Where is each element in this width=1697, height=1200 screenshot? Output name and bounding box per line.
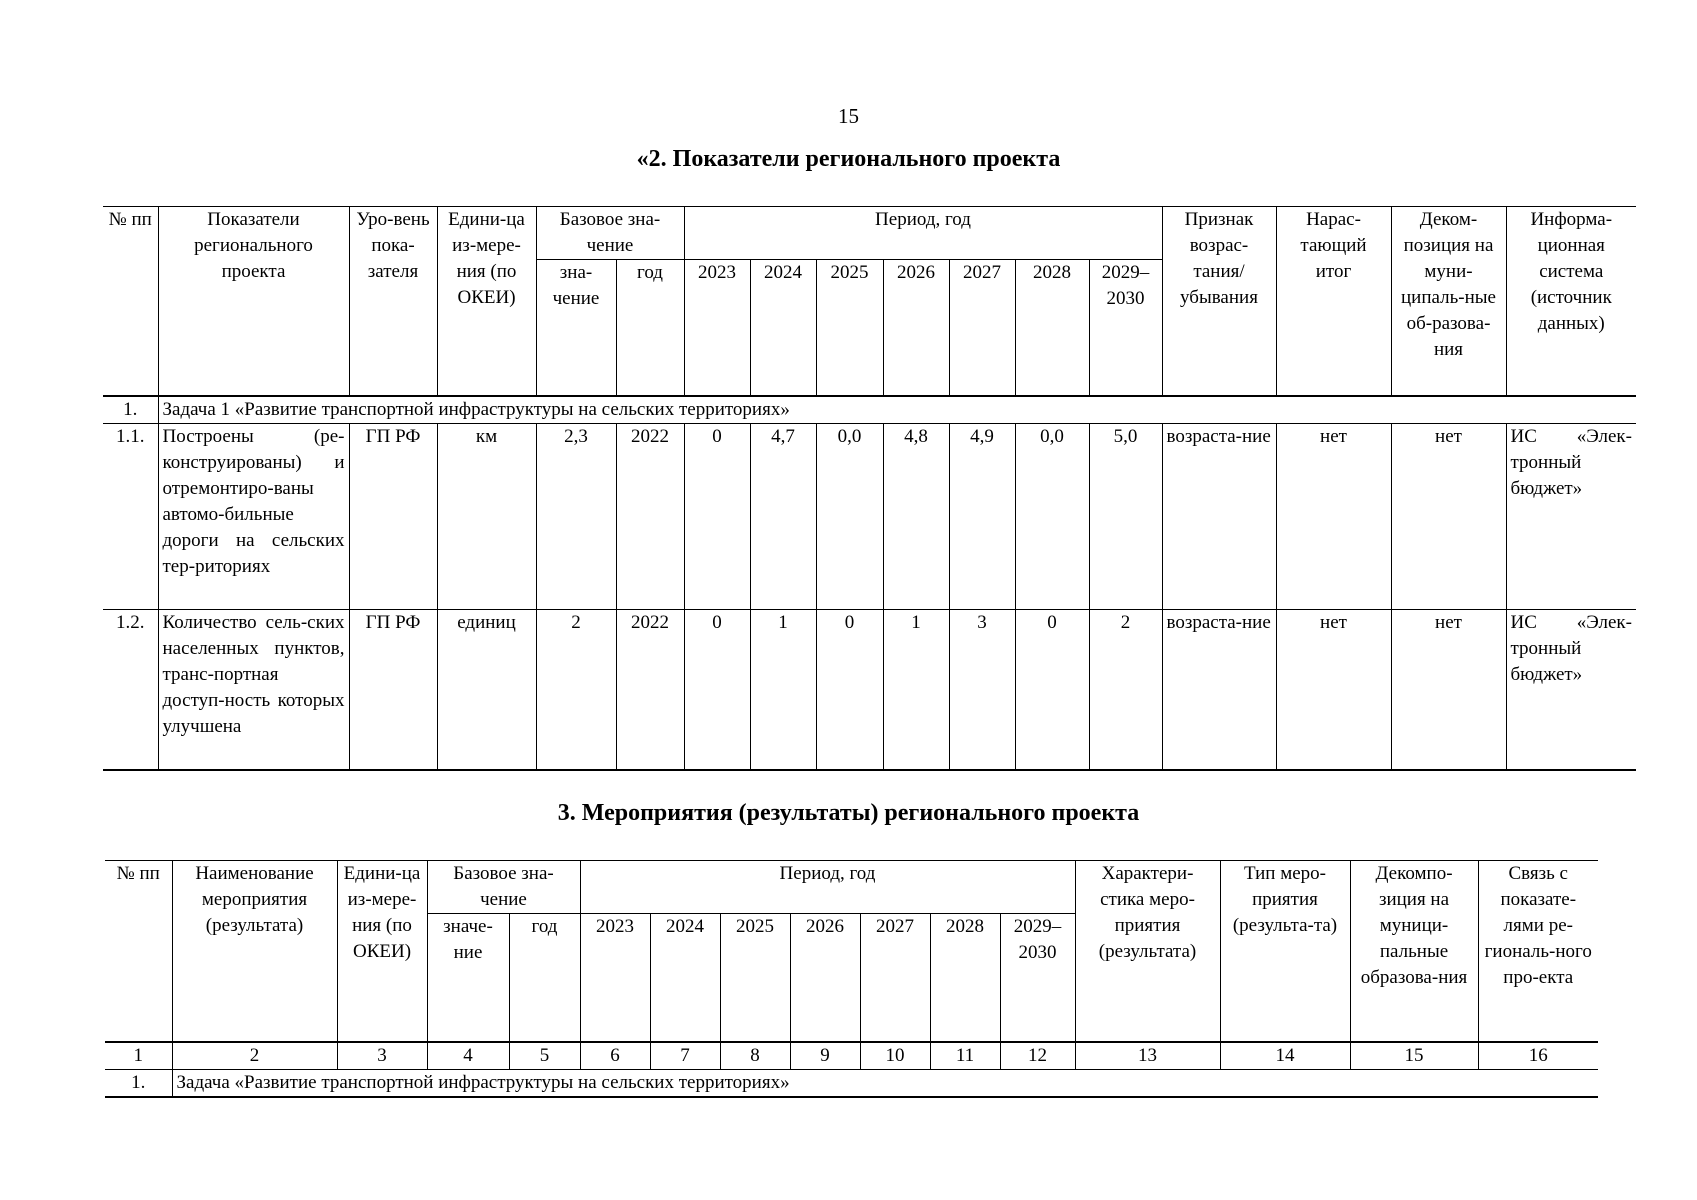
column-number: 13 [1075,1042,1220,1070]
row-year-value: 4,8 [883,423,949,609]
header-base-year: год [509,914,580,1042]
row-unit: единиц [437,609,536,770]
row-level: ГП РФ [349,423,437,609]
column-number: 5 [509,1042,580,1070]
header-year: 2029–2030 [1000,914,1075,1042]
section-2-title: «2. Показатели регионального проекта [636,146,1061,172]
header-year: 2028 [1015,260,1089,396]
row-unit: км [437,423,536,609]
section-3-title: 3. Мероприятия (результаты) регионального проекта [557,800,1140,826]
row-indicator-name: Количество сель-ских населенных пунктов, транс-портная доступ-ность которых улучшена [158,609,349,770]
row-year-value: 0,0 [816,423,883,609]
column-number: 7 [650,1042,720,1070]
column-number: 1 [105,1042,172,1070]
header-year: 2027 [860,914,930,1042]
header-period: Период, год [580,861,1075,914]
header-period: Период, год [684,207,1162,260]
row-indicator-name: Построены (ре-конструированы) и отремонтиро-ваны автомо-бильные дороги на сельских тер-риториях [158,423,349,609]
row-year-value: 0,0 [1015,423,1089,609]
header-year: 2023 [684,260,750,396]
row-num: 1.2. [103,609,158,770]
column-number: 2 [172,1042,337,1070]
row-info-system: ИС «Элек-тронный бюджет» [1506,423,1636,609]
header-decomposition: Деком-позиция на муни-ципаль-ные об-разова-ния [1391,207,1506,396]
task-num: 1. [103,396,158,424]
header-year: 2024 [750,260,816,396]
row-year-value: 0 [1015,609,1089,770]
activities-table [105,860,1598,1098]
header-cumulative: Нарас-тающий итог [1276,207,1391,396]
row-year-value: 1 [750,609,816,770]
column-number: 4 [427,1042,509,1070]
header-base: Базовое зна-чение [536,207,684,260]
row-info-system: ИС «Элек-тронный бюджет» [1506,609,1636,770]
header-year: 2025 [816,260,883,396]
header-num: № пп [105,861,172,1042]
indicators-table [103,206,1636,771]
row-decomposition: нет [1391,423,1506,609]
header-decomposition: Декомпо-зиция на муници-пальные образова-ния [1350,861,1478,1042]
header-year: 2027 [949,260,1015,396]
task-title: Задача 1 «Развитие транспортной инфраструктуры на сельских территориях» [158,396,1636,424]
header-level: Уро-вень пока-зателя [349,207,437,396]
column-number: 6 [580,1042,650,1070]
column-number: 10 [860,1042,930,1070]
row-base-year: 2022 [616,609,684,770]
row-year-value: 2 [1089,609,1162,770]
page-number: 15 [838,104,859,128]
header-link: Связь с показате-лями ре-гиональ-ного про-екта [1478,861,1598,1042]
column-number: 9 [790,1042,860,1070]
row-year-value: 0 [684,609,750,770]
row-decomposition: нет [1391,609,1506,770]
header-year: 2028 [930,914,1000,1042]
header-characteristic: Характери-стика меро-приятия (результата) [1075,861,1220,1042]
header-base-value: значе-ние [427,914,509,1042]
column-number: 14 [1220,1042,1350,1070]
header-base: Базовое зна-чение [427,861,580,914]
row-year-value: 0 [816,609,883,770]
row-cumulative: нет [1276,609,1391,770]
header-activity-name: Наименование мероприятия (результата) [172,861,337,1042]
row-trend: возраста-ние [1162,609,1276,770]
header-base-value: зна-чение [536,260,616,396]
row-base-value: 2,3 [536,423,616,609]
header-type: Тип меро-приятия (результа-та) [1220,861,1350,1042]
row-year-value: 4,7 [750,423,816,609]
header-year: 2026 [790,914,860,1042]
task-num: 1. [105,1069,172,1097]
column-number: 12 [1000,1042,1075,1070]
row-year-value: 1 [883,609,949,770]
column-number: 16 [1478,1042,1598,1070]
row-year-value: 5,0 [1089,423,1162,609]
row-year-value: 0 [684,423,750,609]
task-title: Задача «Развитие транспортной инфраструктуры на сельских территориях» [172,1069,1598,1097]
column-number: 11 [930,1042,1000,1070]
header-year: 2029–2030 [1089,260,1162,396]
row-base-year: 2022 [616,423,684,609]
column-number: 8 [720,1042,790,1070]
row-year-value: 3 [949,609,1015,770]
header-year: 2023 [580,914,650,1042]
header-num: № пп [103,207,158,396]
row-cumulative: нет [1276,423,1391,609]
header-info-system: Информа-ционная система (источник данных) [1506,207,1636,396]
header-unit: Едини-ца из-мере-ния (по ОКЕИ) [437,207,536,396]
row-trend: возраста-ние [1162,423,1276,609]
row-year-value: 4,9 [949,423,1015,609]
header-indicator: Показатели регионального проекта [158,207,349,396]
row-level: ГП РФ [349,609,437,770]
header-year: 2025 [720,914,790,1042]
header-year: 2026 [883,260,949,396]
row-num: 1.1. [103,423,158,609]
header-unit: Едини-ца из-мере-ния (по ОКЕИ) [337,861,427,1042]
header-year: 2024 [650,914,720,1042]
column-number: 15 [1350,1042,1478,1070]
row-base-value: 2 [536,609,616,770]
header-base-year: год [616,260,684,396]
header-trend: Признак возрас-тания/ убывания [1162,207,1276,396]
column-number: 3 [337,1042,427,1070]
